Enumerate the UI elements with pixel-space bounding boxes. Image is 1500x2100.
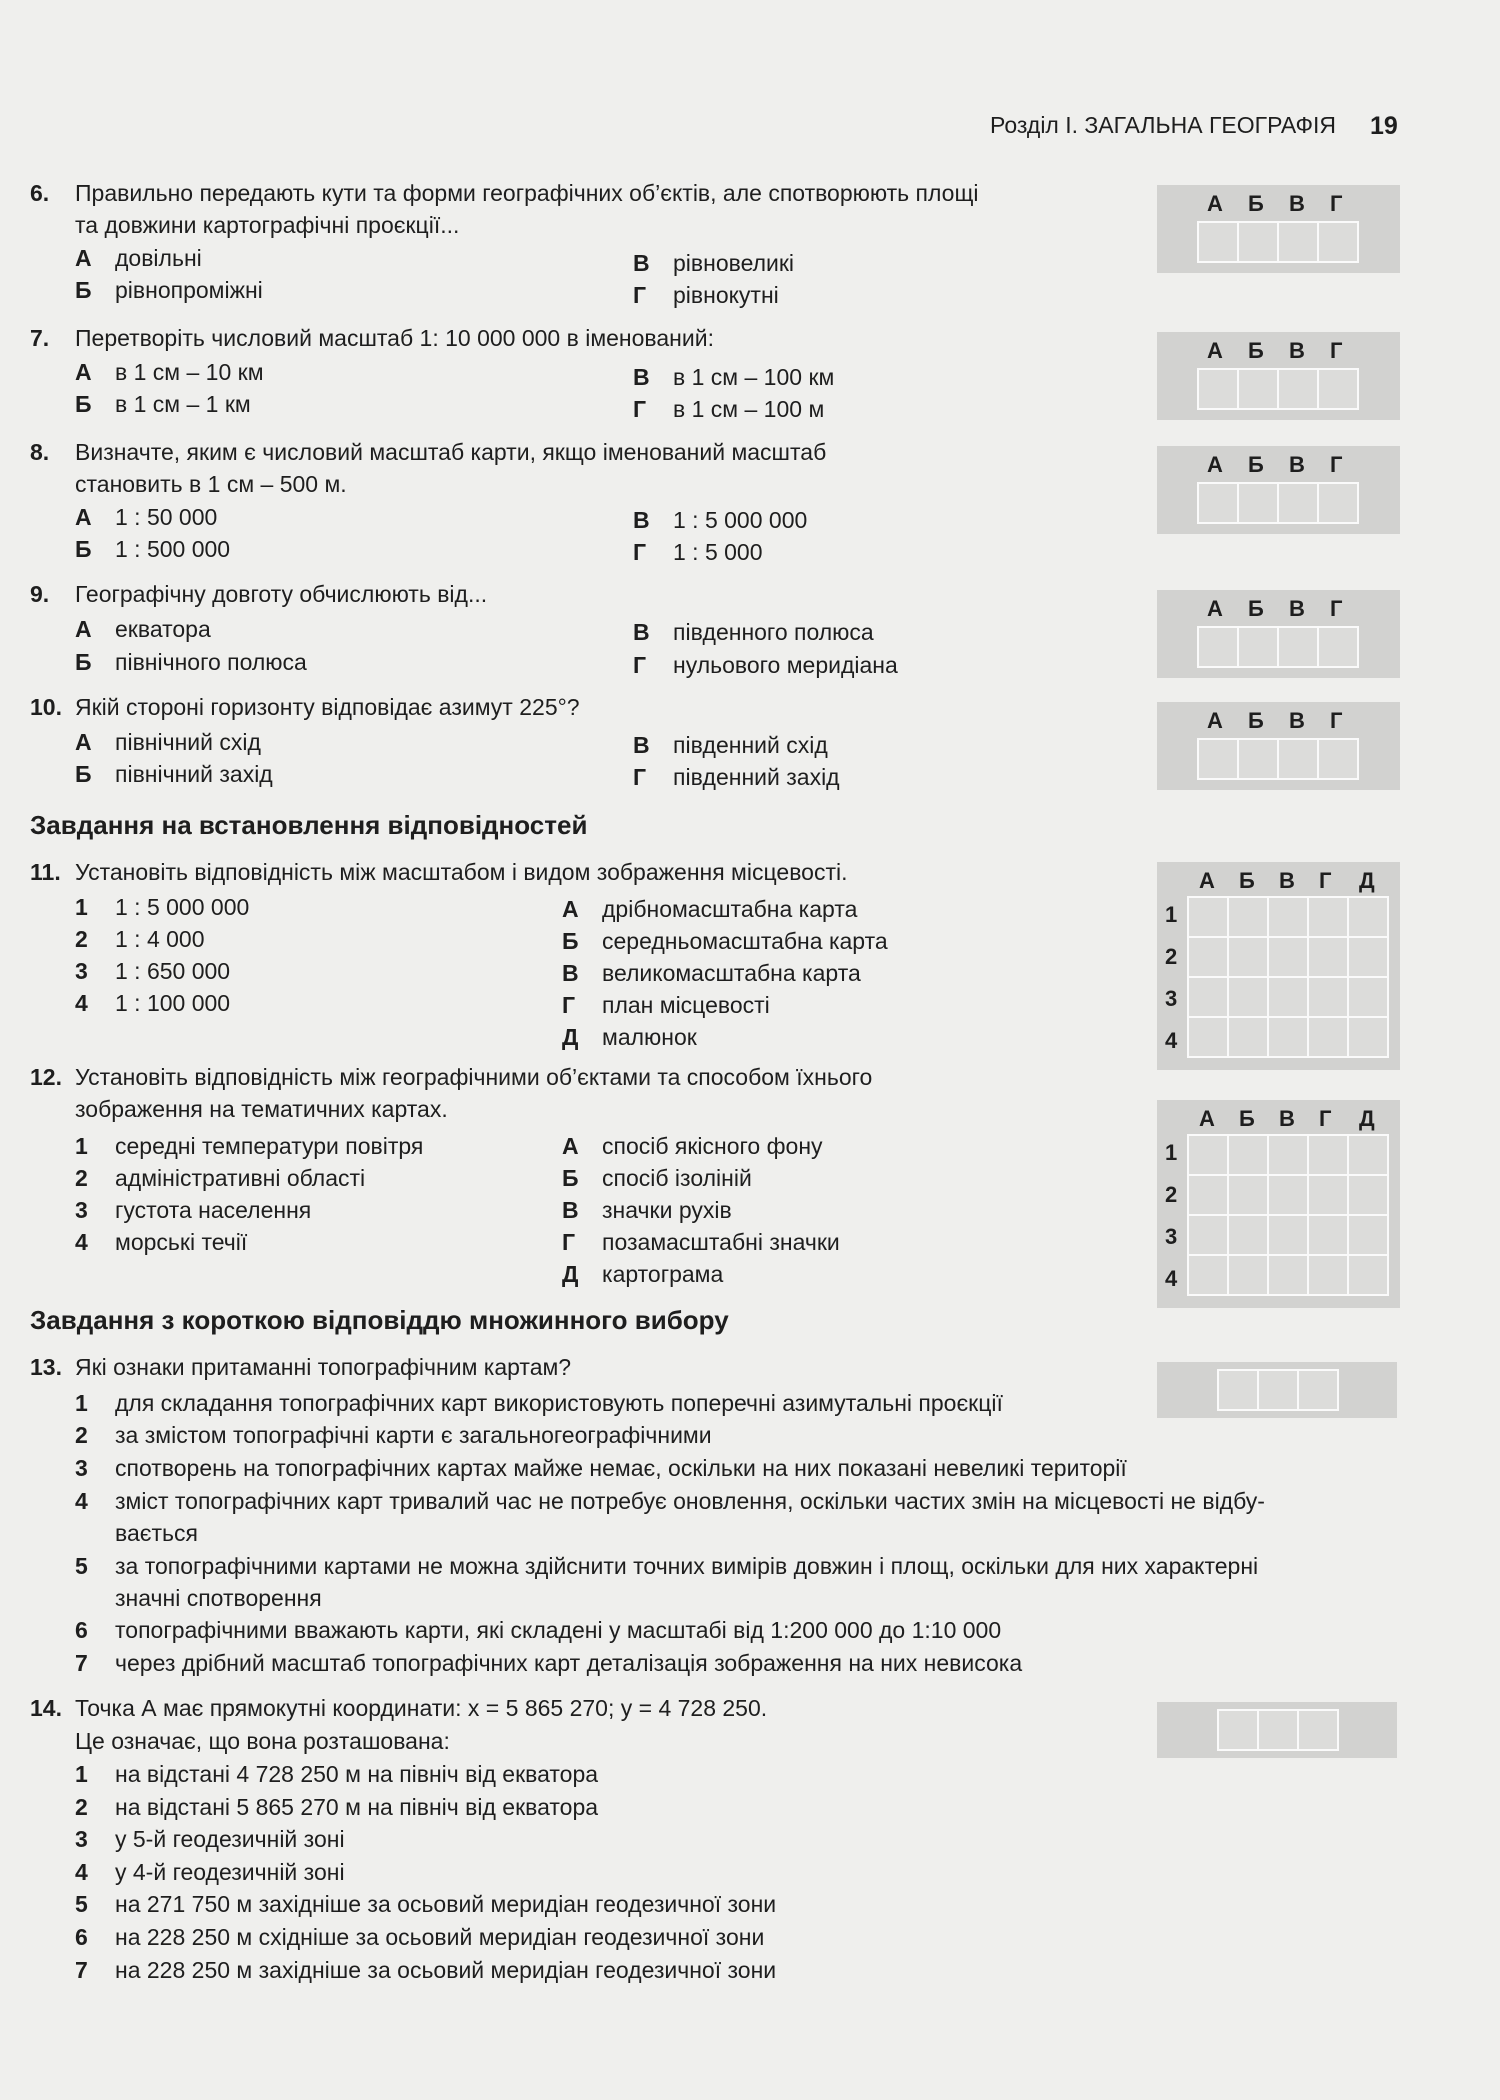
option-a: А в 1 см – 10 км [75,359,264,385]
right-item: А дрібномасштабна карта [562,896,858,922]
right-item: Б спосіб ізоліній [562,1165,752,1191]
right-item: В великомасштабна карта [562,960,861,986]
question-text: Які ознаки притаманні топографічним картам? [75,1354,572,1380]
section-heading: Завдання з короткою відповіддю множинного вибору [30,1305,729,1335]
answer-box-q8: А Б В Г [1157,446,1400,534]
answer-cells[interactable] [1197,368,1359,410]
answer-cells[interactable] [1187,1134,1389,1296]
option-g: Г рівнокутні [633,282,779,308]
chapter-header: Розділ I. ЗАГАЛЬНА ГЕОГРАФІЯ [990,112,1336,138]
left-item: 2 адміністративні області [75,1165,366,1191]
question-number: 8. [30,439,50,465]
left-item: 3 1 : 650 000 [75,958,231,984]
option-g: Г 1 : 5 000 [633,539,763,565]
list-item: 6 на 228 250 м східніше за осьовий меридіан геодезичної зони [75,1924,765,1950]
option-a: А 1 : 50 000 [75,504,218,530]
answer-cells[interactable] [1197,221,1359,263]
left-item: 1 середні температури повітря [75,1133,424,1159]
option-g: Г нульового меридіана [633,652,898,678]
question-number: 7. [30,325,50,351]
list-item: 4 зміст топографічних карт тривалий час не потребує оновлення, оскільки частих змін на місцевості не відбу- [75,1488,1265,1514]
section-heading: Завдання на встановлення відповідностей [30,810,588,840]
question-number: 13. [30,1354,62,1380]
option-b: Б рівнопроміжні [75,277,263,303]
left-item: 1 1 : 5 000 000 [75,894,250,920]
list-item: 5 на 271 750 м західніше за осьовий меридіан геодезичної зони [75,1891,777,1917]
answer-box-q7: А Б В Г [1157,332,1400,420]
right-item: Г позамасштабні значки [562,1229,840,1255]
question-number: 11. [30,859,61,885]
option-v: В в 1 см – 100 км [633,364,835,390]
question-text: Визначте, яким є числовий масштаб карти, якщо іменований масштаб [75,439,827,465]
question-text: Точка А має прямокутні координати: х = 5 865 270; у = 4 728 250. [75,1695,768,1721]
option-v: В південного полюса [633,619,874,645]
question-number: 10. [30,694,62,720]
question-text: Географічну довготу обчислюють від... [75,581,488,607]
option-a: А екватора [75,616,211,642]
option-v: В рівновеликі [633,250,795,276]
answer-cells[interactable] [1197,482,1359,524]
list-item: 1 для складання топографічних карт використовують поперечні азимутальні проєкції [75,1390,1003,1416]
answer-box-q10: А Б В Г [1157,702,1400,790]
list-item: 3 у 5-й геодезичній зоні [75,1826,345,1852]
question-text: Це означає, що вона розташована: [75,1728,450,1754]
option-b: Б 1 : 500 000 [75,536,231,562]
right-item: В значки рухів [562,1197,732,1223]
list-item: 5 за топографічними картами не можна здійснити точних вимірів довжин і площ, оскільки для них характерні [75,1553,1259,1579]
answer-cells[interactable] [1197,626,1359,668]
list-item: 4 у 4-й геодезичній зоні [75,1859,345,1885]
option-g: Г в 1 см – 100 м [633,396,825,422]
list-item: 7 через дрібний масштаб топографічних карт деталізація зображення на них невисока [75,1650,1023,1676]
answer-cells[interactable] [1217,1369,1339,1411]
answer-box-q9: А Б В Г [1157,590,1400,678]
option-a: А північний схід [75,729,261,755]
right-item: А спосіб якісного фону [562,1133,823,1159]
right-item: Д картограма [562,1261,724,1287]
option-g: Г південний захід [633,764,840,790]
left-item: 3 густота населення [75,1197,312,1223]
answer-cells[interactable] [1187,896,1389,1058]
list-item: 2 на відстані 5 865 270 м на північ від екватора [75,1794,599,1820]
right-item: Д малюнок [562,1024,697,1050]
left-item: 4 морські течії [75,1229,248,1255]
list-item: 1 на відстані 4 728 250 м на північ від екватора [75,1761,599,1787]
list-item: 6 топографічними вважають карти, які складені у масштабі від 1:200 000 до 1:10 000 [75,1617,1002,1643]
question-number: 12. [30,1064,62,1090]
right-item: Г план місцевості [562,992,770,1018]
answer-box-q6: А Б В Г [1157,185,1400,273]
option-a: А довільні [75,245,202,271]
answer-grid-q12: А Б В Г Д 1 2 3 4 [1157,1100,1400,1308]
question-text: Правильно передають кути та форми географічних об’єктів, але спотворюють площі [75,180,979,206]
left-item: 4 1 : 100 000 [75,990,231,1016]
option-b: Б в 1 см – 1 км [75,391,251,417]
question-text: Перетворіть числовий масштаб 1: 10 000 000 в іменований: [75,325,714,351]
answer-cells[interactable] [1197,738,1359,780]
question-text: Якій стороні горизонту відповідає азимут 225°? [75,694,580,720]
list-item-continuation: значні спотворення [115,1585,322,1611]
answer-grid-q11: А Б В Г Д 1 2 3 4 [1157,862,1400,1070]
question-text: та довжини картографічні проєкції... [75,212,460,238]
list-item: 3 спотворень на топографічних картах майже немає, оскільки на них показані невеликі території [75,1455,1127,1481]
list-item: 2 за змістом топографічні карти є загальногеографічними [75,1422,712,1448]
answer-box-q13 [1157,1362,1397,1418]
page-number: 19 [1370,112,1398,140]
left-item: 2 1 : 4 000 [75,926,205,952]
option-v: В південний схід [633,732,828,758]
question-text: становить в 1 см – 500 м. [75,471,347,497]
question-text: зображення на тематичних картах. [75,1096,448,1122]
list-item-continuation: вається [115,1520,198,1546]
answer-cells[interactable] [1217,1709,1339,1751]
list-item: 7 на 228 250 м західніше за осьовий меридіан геодезичної зони [75,1957,777,1983]
question-text: Установіть відповідність між масштабом і видом зображення місцевості. [75,859,848,885]
option-v: В 1 : 5 000 000 [633,507,808,533]
question-text: Установіть відповідність між географічними об’єктами та способом їхнього [75,1064,873,1090]
question-number: 6. [30,180,50,206]
option-b: Б північного полюса [75,649,307,675]
question-number: 9. [30,581,50,607]
answer-box-q14 [1157,1702,1397,1758]
question-number: 14. [30,1695,62,1721]
option-b: Б північний захід [75,761,273,787]
right-item: Б середньомасштабна карта [562,928,888,954]
